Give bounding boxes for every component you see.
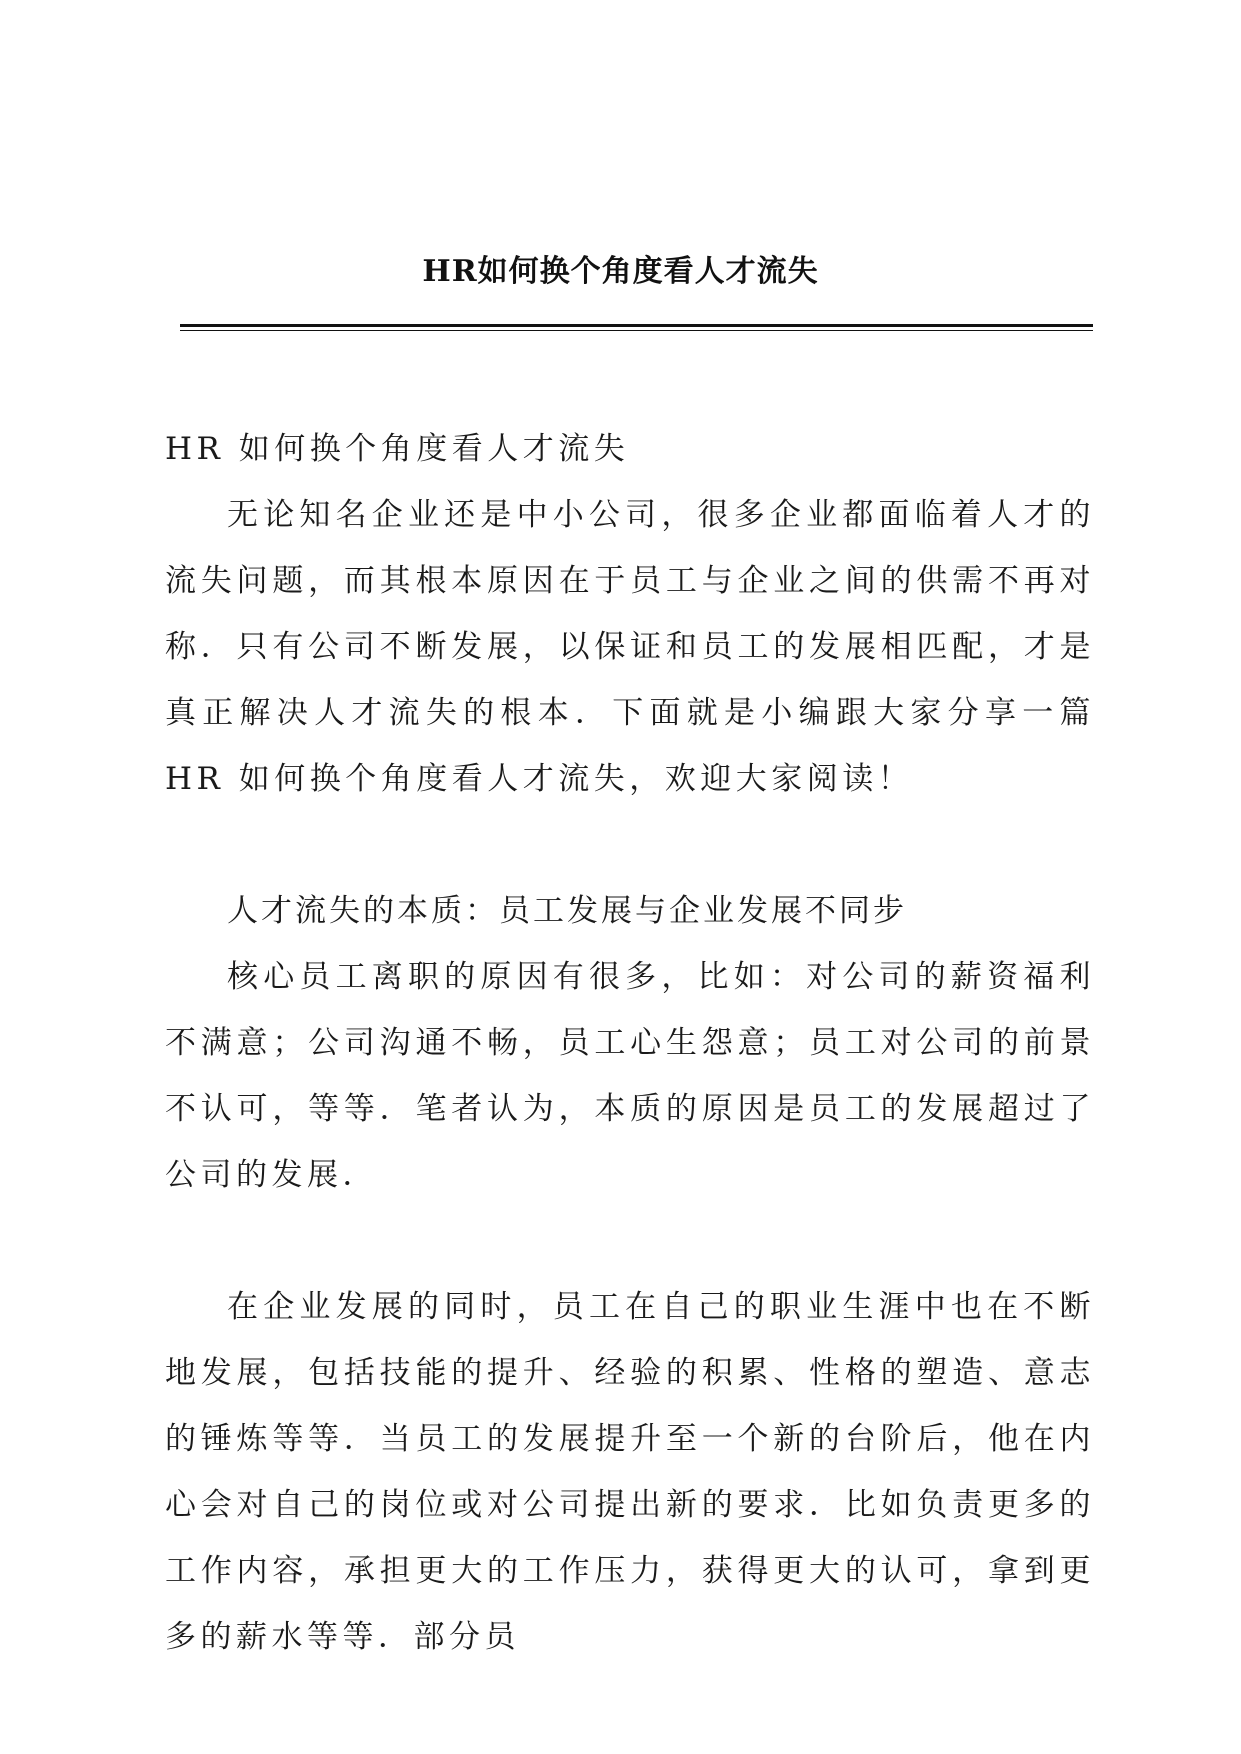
document-title: HR如何换个角度看人才流失 bbox=[422, 254, 819, 289]
document-body bbox=[165, 416, 1095, 1670]
section-heading: 人才流失的本质：员工发展与企业发展不同步 bbox=[227, 893, 907, 929]
title-divider-thick bbox=[180, 324, 1093, 327]
paragraph-spacer bbox=[165, 812, 1095, 878]
lead-line: HR 如何换个角度看人才流失 bbox=[165, 431, 630, 467]
title-divider-thin bbox=[180, 330, 1093, 331]
paragraph-development: 在企业发展的同时，员工在自己的职业生涯中也在不断地发展，包括技能的提升、经验的积累、性格的塑造、意志的锤炼等等．当员工的发展提升至一个新的台阶后，他在内心会对自己的岗位或对公司提出新的要求．比如负责更多的工作内容，承担更大的工作压力，获得更大的认可，拿到更多的薪水等等．部分员 bbox=[165, 1289, 1095, 1655]
paragraph-intro: 无论知名企业还是中小公司，很多企业都面临着人才的流失问题，而其根本原因在于员工与企业之间的供需不再对称．只有公司不断发展，以保证和员工的发展相匹配，才是真正解决人才流失的根本．下面就是小编跟大家分享一篇 HR 如何换个角度看人才流失，欢迎大家阅读！ bbox=[165, 497, 1095, 797]
paragraph-spacer bbox=[165, 1208, 1095, 1274]
paragraph-reasons: 核心员工离职的原因有很多，比如：对公司的薪资福利不满意；公司沟通不畅，员工心生怨意；员工对公司的前景不认可，等等．笔者认为，本质的原因是员工的发展超过了公司的发展． bbox=[165, 959, 1095, 1193]
